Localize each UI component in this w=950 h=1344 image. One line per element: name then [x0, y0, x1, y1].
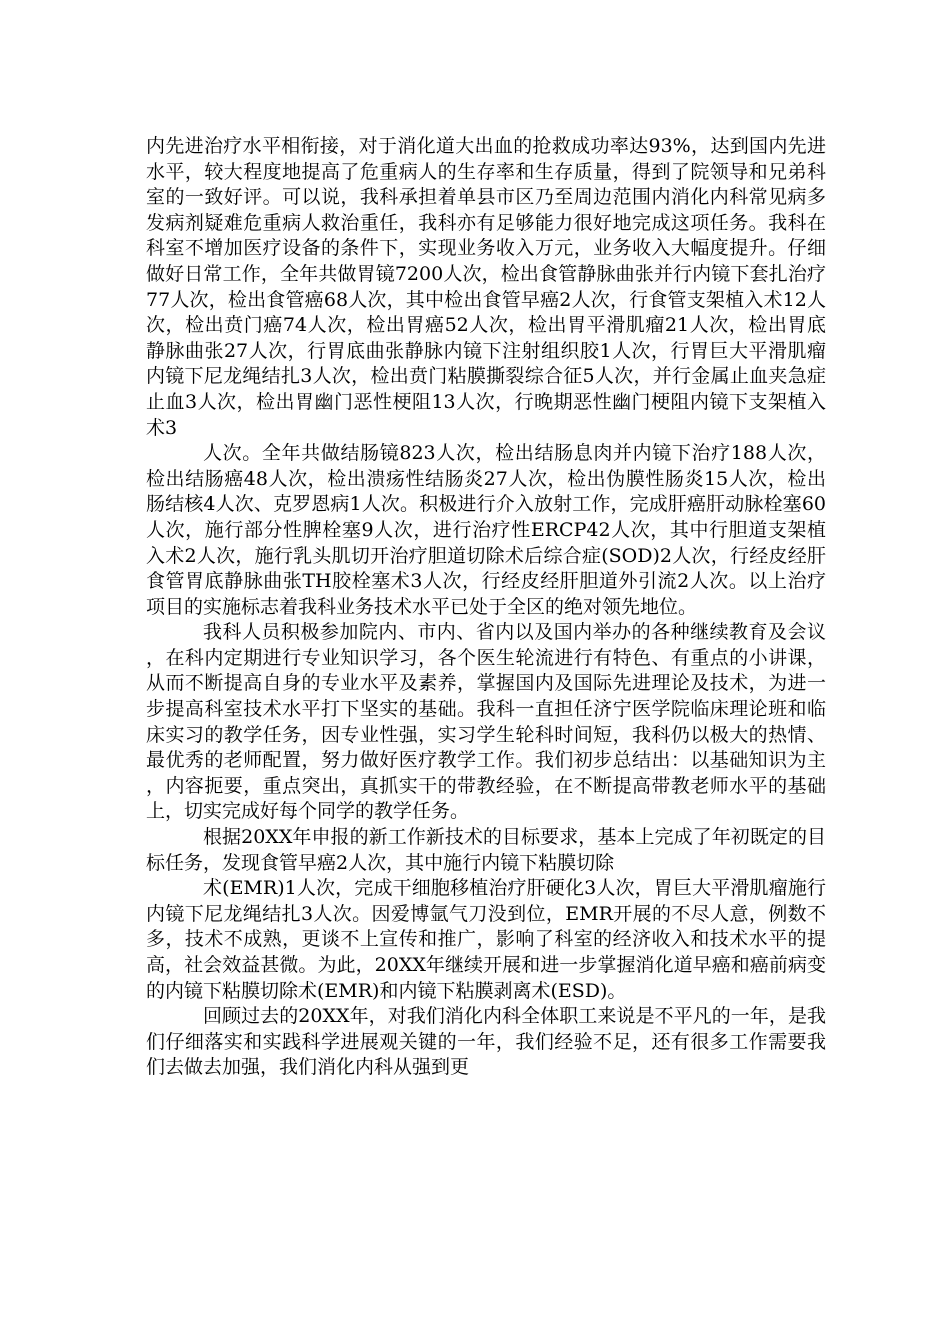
paragraph-5: 术(EMR)1人次，完成干细胞移植治疗肝硬化3人次，胃巨大平滑肌瘤施行内镜下尼龙绳结扎3人次。因爱博氩气刀没到位，EMR开展的不尽人意，例数不多，技术不成熟，更谈不上宣传和推广，影响了科室的经济收入和技术水平的提高，社会效益甚微。为此，20XX年继续开展和进一步掌握消化道早癌和癌前病变的内镜下粘膜切除术(EMR)和内镜下粘膜剥离术(ESD)。: [146, 877, 826, 1002]
paragraph-6: 回顾过去的20XX年，对我们消化内科全体职工来说是不平凡的一年，是我们仔细落实和实践科学进展观关键的一年，我们经验不足，还有很多工作需要我们去做去加强，我们消化内科从强到更: [146, 1005, 826, 1079]
paragraph-4: 根据20XX年申报的新工作新技术的目标要求，基本上完成了年初既定的目标任务，发现食管早癌2人次，其中施行内镜下粘膜切除: [146, 826, 826, 874]
paragraph-2: 人次。全年共做结肠镜823人次，检出结肠息肉并内镜下治疗188人次，检出结肠癌48人次，检出溃疡性结肠炎27人次，检出伪膜性肠炎15人次，检出肠结核4人次、克罗恩病1人次。积极进行介入放射工作，完成肝癌肝动脉栓塞60人次，施行部分性脾栓塞9人次，进行治疗性ERCP42人次，其中行胆道支架植入术2人次，施行乳头肌切开治疗胆道切除术后综合症(SOD)2人次，行经皮经肝食管胃底静脉曲张TH胶栓塞术3人次，行经皮经肝胆道外引流2人次。以上治疗项目的实施标志着我科业务技术水平已处于全区的绝对领先地位。: [146, 442, 826, 618]
paragraph-3: 我科人员积极参加院内、市内、省内以及国内举办的各种继续教育及会议，在科内定期进行专业知识学习，各个医生轮流进行有特色、有重点的小讲课，从而不断提高自身的专业水平及素养，掌握国内及国际先进理论及技术，为进一步提高科室技术水平打下坚实的基础。我科一直担任济宁医学院临床理论班和临床实习的教学任务，因专业性强，实习学生轮科时间短，我科仍以极大的热情、最优秀的老师配置，努力做好医疗教学工作。我们初步总结出：以基础知识为主，内容扼要，重点突出，真抓实干的带教经验，在不断提高带教老师水平的基础上，切实完成好每个同学的教学任务。: [146, 621, 826, 823]
paragraph-1: 内先进治疗水平相衔接，对于消化道大出血的抢救成功率达93%，达到国内先进水平，较大程度地提高了危重病人的生存率和生存质量，得到了院领导和兄弟科室的一致好评。可以说，我科承担着单县市区乃至周边范围内消化内科常见病多发病剂疑难危重病人救治重任，我科亦有足够能力很好地完成这项任务。我科在科室不增加医疗设备的条件下，实现业务收入万元，业务收入大幅度提升。仔细做好日常工作，全年共做胃镜7200人次，检出食管静脉曲张并行内镜下套扎治疗77人次，检出食管癌68人次，其中检出食管早癌2人次，行食管支架植入术12人次，检出贲门癌74人次，检出胃癌52人次，检出胃平滑肌瘤21人次，检出胃底静脉曲张27人次，行胃底曲张静脉内镜下注射组织胶1人次，行胃巨大平滑肌瘤内镜下尼龙绳结扎3人次，检出贲门粘膜撕裂综合征5人次，并行金属止血夹急症止血3人次，检出胃幽门恶性梗阻13人次，行晚期恶性幽门梗阻内镜下支架植入术3: [146, 135, 826, 439]
document-body: [146, 134, 826, 1081]
